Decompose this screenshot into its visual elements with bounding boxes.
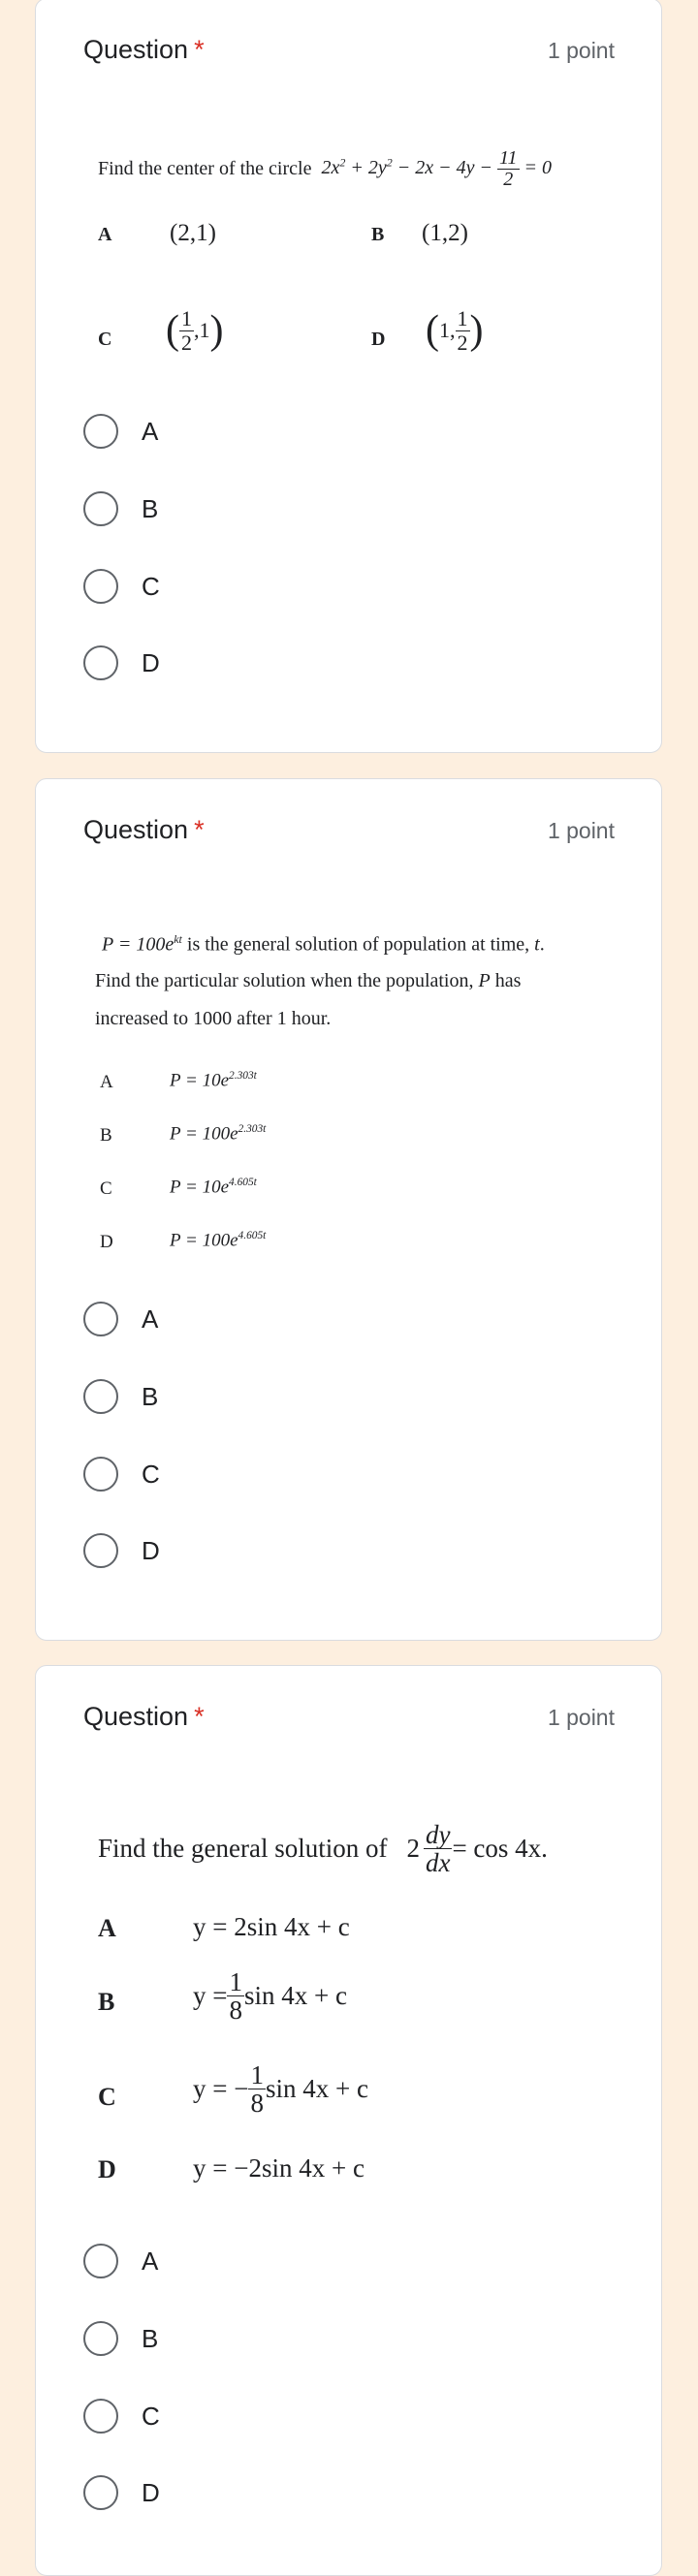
radio-button[interactable] — [83, 2399, 118, 2434]
choice-b[interactable]: B — [83, 1377, 158, 1416]
radio-button[interactable] — [83, 645, 118, 680]
question-card-3 — [35, 1665, 662, 2576]
question-image — [36, 1802, 661, 2189]
option-letter-c: C — [100, 1178, 112, 1199]
choice-a[interactable]: A — [83, 2242, 158, 2280]
question-title: Question * — [83, 35, 205, 64]
option-letter-a: A — [98, 1914, 116, 1942]
radio-button[interactable] — [83, 491, 118, 526]
radio-button[interactable] — [83, 2475, 118, 2510]
option-value-a: $P = 10e^{2.303t}$ — [170, 1070, 257, 1091]
choice-c[interactable]: C — [83, 2397, 160, 2435]
choice-d[interactable]: D — [83, 1531, 160, 1570]
choice-b[interactable]: B — [83, 2319, 158, 2358]
option-value-d: $P = 100e^{4.605t}$ — [170, 1230, 267, 1251]
radio-button[interactable] — [83, 569, 118, 604]
question-line-1: $P = 100e^{kt}$ is the general solution of population at time, t. — [102, 932, 545, 956]
question-prompt: Find the center of the circle — [98, 158, 312, 179]
question-title: Question * — [83, 815, 205, 844]
points-label: 1 point — [547, 818, 615, 843]
radio-button[interactable] — [83, 1302, 118, 1336]
option-letter-b: B — [371, 224, 385, 245]
question-header — [83, 35, 615, 64]
option-letter-b: B — [98, 1988, 115, 2016]
choice-d[interactable]: D — [83, 644, 160, 682]
question-image — [36, 135, 661, 367]
option-letter-d: D — [100, 1232, 113, 1252]
question-prompt: Find the general solution of 2 $\frac{dy}{dx}$ = cos 4x. — [98, 1820, 548, 1878]
choice-b[interactable]: B — [83, 489, 158, 528]
option-value-d: y = −2sin 4x + c — [193, 2153, 365, 2183]
question-header — [83, 815, 615, 844]
option-letter-a: A — [98, 224, 112, 245]
circle-equation: $2x^2 + 2y^2 - 2x - 4y$ − $\frac{11}{2}$ = 0 — [321, 147, 552, 190]
question-line-3: increased to 1000 after 1 hour. — [95, 1008, 332, 1029]
option-value-b: y = $\frac{1}{8}$ sin 4x + c — [193, 1967, 347, 2026]
radio-button[interactable] — [83, 2321, 118, 2356]
required-asterisk: * — [194, 1702, 205, 1731]
option-value-b: $P = 100e^{2.303t}$ — [170, 1123, 267, 1145]
option-value-d: ( 1, $\frac{1}{2}$ ) — [426, 306, 484, 355]
option-value-c: y = − $\frac{1}{8}$ sin 4x + c — [193, 2060, 368, 2119]
option-letter-c: C — [98, 329, 112, 350]
question-header — [83, 1702, 615, 1731]
radio-button[interactable] — [83, 1379, 118, 1414]
question-image — [36, 915, 661, 1252]
option-value-b: (1,2) — [422, 220, 468, 246]
option-value-a: y = 2sin 4x + c — [193, 1912, 350, 1941]
choice-a[interactable]: A — [83, 412, 158, 451]
option-letter-c: C — [98, 2083, 116, 2111]
option-letter-d: D — [371, 329, 386, 350]
question-card-1 — [35, 0, 662, 753]
radio-button[interactable] — [83, 1533, 118, 1568]
question-card-2 — [35, 778, 662, 1641]
choice-d[interactable]: D — [83, 2473, 160, 2512]
required-asterisk: * — [194, 815, 205, 844]
choice-c[interactable]: C — [83, 567, 160, 606]
required-asterisk: * — [194, 35, 205, 64]
option-value-a: (2,1) — [170, 220, 216, 246]
option-value-c: $P = 10e^{4.605t}$ — [170, 1177, 257, 1198]
option-letter-b: B — [100, 1125, 112, 1146]
points-label: 1 point — [547, 38, 615, 63]
option-value-c: ( $\frac{1}{2}$ ,1 ) — [166, 306, 224, 355]
points-label: 1 point — [547, 1705, 615, 1730]
radio-button[interactable] — [83, 2244, 118, 2278]
option-letter-a: A — [100, 1072, 113, 1092]
choice-c[interactable]: C — [83, 1455, 160, 1493]
choice-a[interactable]: A — [83, 1300, 158, 1338]
question-line-2: Find the particular solution when the population, P has — [95, 970, 522, 991]
option-letter-d: D — [98, 2155, 116, 2183]
question-title: Question * — [83, 1702, 205, 1731]
radio-button[interactable] — [83, 1457, 118, 1492]
radio-button[interactable] — [83, 414, 118, 449]
